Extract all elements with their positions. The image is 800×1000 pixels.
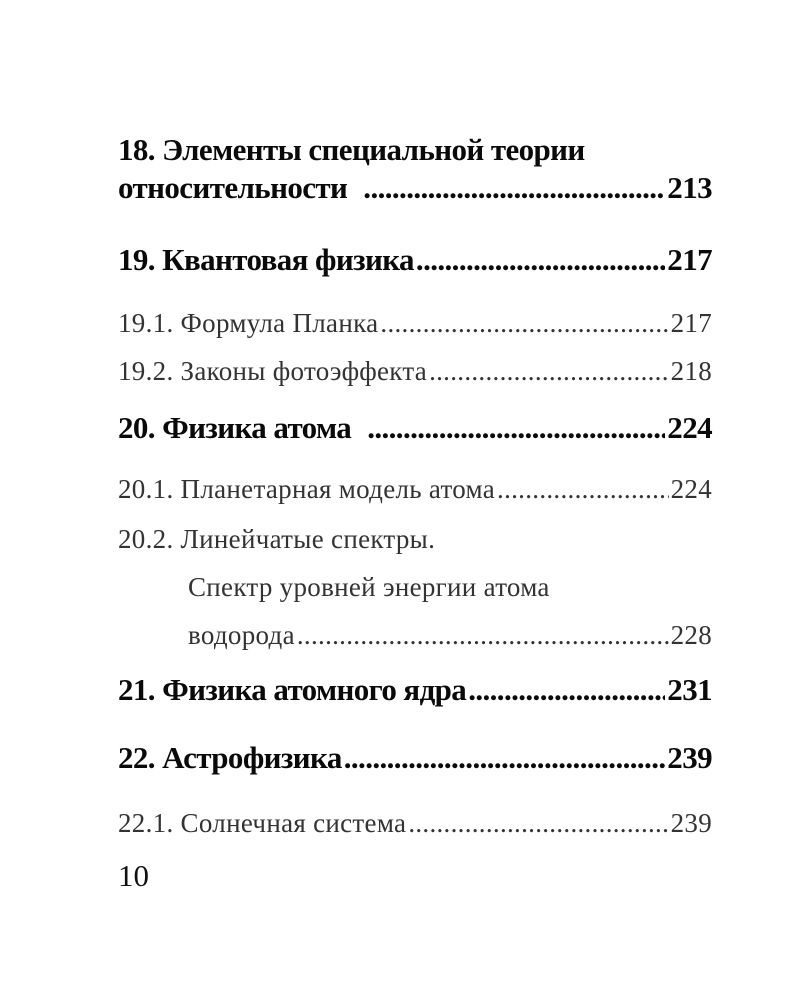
toc-entry-title: 22. Астрофизика [118, 740, 342, 775]
toc-chapter-19[interactable] [118, 242, 712, 278]
toc-page-number: 239 [670, 808, 712, 838]
toc-chapter-20[interactable] [118, 410, 712, 446]
toc-chapter-18[interactable] [118, 170, 712, 206]
toc-page-number: 239 [667, 740, 712, 775]
toc-section-19-2[interactable] [118, 356, 712, 387]
toc-entry-title: Спектр уровней энергии атома [188, 572, 550, 602]
toc-page-number: 231 [667, 672, 712, 707]
toc-section-20-2[interactable] [188, 620, 712, 651]
toc-page-number: 217 [670, 308, 712, 338]
toc-section-22-1[interactable] [118, 808, 712, 839]
toc-entry-title: 21. Физика атомного ядра [118, 672, 467, 707]
toc-section-20-1[interactable] [118, 474, 712, 505]
toc-entry-title: 22.1. Солнечная система [118, 808, 407, 838]
toc-page-number: 213 [667, 170, 712, 205]
toc-chapter-18-title-line1 [118, 132, 712, 168]
toc-chapter-21[interactable] [118, 672, 712, 708]
toc-chapter-22[interactable] [118, 740, 712, 776]
toc-page-number: 217 [667, 242, 712, 277]
toc-entry-title: 18. Элементы специальной теории [118, 132, 585, 167]
toc-section-20-2-line2 [188, 572, 712, 603]
toc-page-number: 228 [670, 620, 712, 650]
toc-section-19-1[interactable] [118, 308, 712, 339]
dot-leader [344, 740, 666, 776]
toc-section-20-2-line1 [118, 524, 712, 555]
toc-entry-title: 19. Квантовая физика [118, 242, 414, 277]
toc-page-number: 224 [670, 474, 712, 504]
toc-entry-title: 20. Физика атома [118, 410, 352, 445]
toc-entry-title: водорода [188, 620, 295, 650]
toc-entry-title: 19.1. Формула Планка [118, 308, 379, 338]
dot-leader [297, 620, 669, 651]
dot-leader [416, 242, 665, 278]
dot-leader [380, 308, 668, 339]
toc-entry-title: 19.2. Законы фотоэффекта [118, 356, 428, 386]
dot-leader [363, 170, 665, 206]
toc-entry-title: относительности [118, 170, 348, 205]
dot-leader [429, 356, 669, 387]
toc-page-number: 218 [670, 356, 712, 386]
dot-leader [497, 474, 669, 505]
dot-leader [468, 672, 665, 708]
toc-page-number: 224 [667, 410, 712, 445]
toc-entry-title: 20.1. Планетарная модель атома [118, 474, 496, 504]
dot-leader [367, 410, 665, 446]
toc-entry-title: 20.2. Линейчатые спектры. [118, 524, 436, 554]
dot-leader [408, 808, 668, 839]
page-number: 10 [118, 858, 149, 893]
